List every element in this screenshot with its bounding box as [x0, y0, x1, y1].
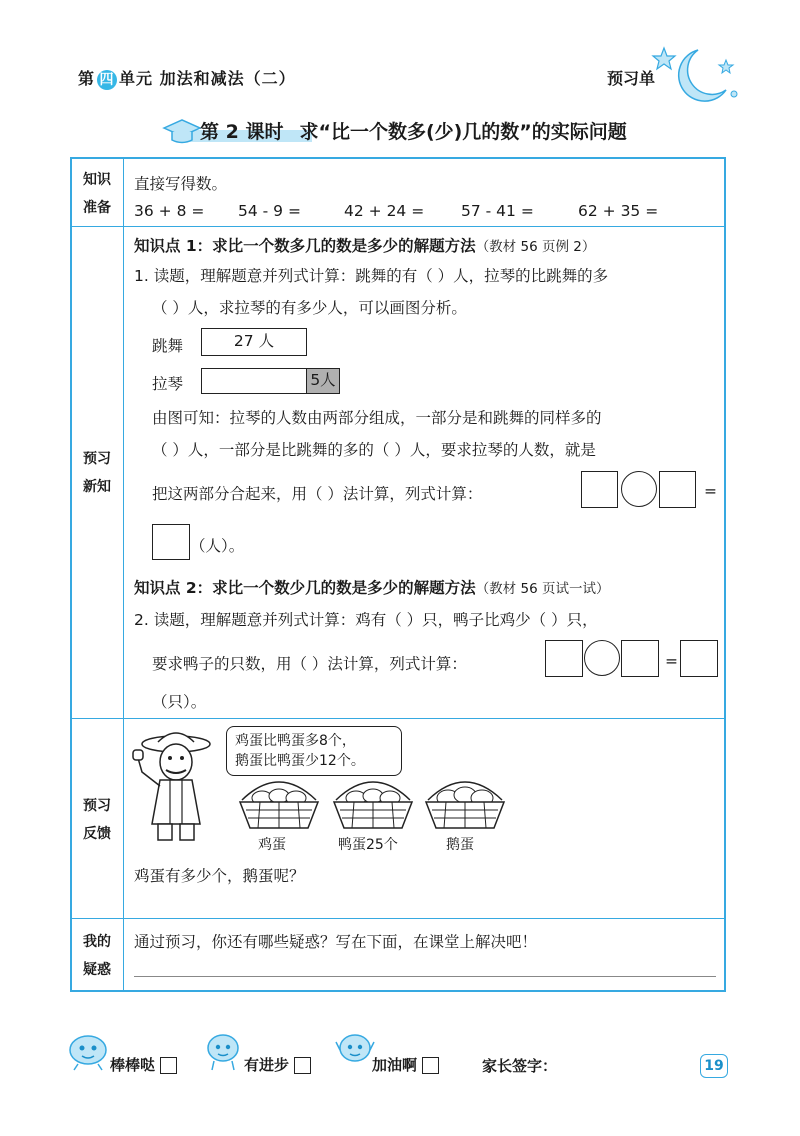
row-divider	[70, 718, 726, 719]
speech-bubble: 鸡蛋比鸭蛋多8个， 鹅蛋比鸭蛋少12个。	[226, 726, 402, 776]
unit-prefix: 第	[78, 69, 96, 88]
explanation-line1: 由图可知：拉琴的人数由两部分组成，一部分是和跳舞的同样多的	[152, 409, 602, 427]
math-problem: 57 - 41 =	[461, 202, 534, 220]
rating-great-checkbox[interactable]	[160, 1057, 177, 1074]
moon-stars-icon	[650, 42, 740, 106]
violin-bar-base	[201, 368, 307, 394]
writing-line[interactable]	[134, 976, 716, 977]
lesson-title	[200, 117, 627, 144]
answer-box[interactable]	[581, 471, 618, 508]
row-divider	[70, 918, 726, 919]
question-2-line2: 要求鸭子的只数，用（ ）法计算，列式计算：	[152, 655, 467, 673]
equals-sign: =	[665, 652, 678, 670]
unit-animals: （只）。	[152, 693, 207, 711]
explanation-line2: （ ）人，一部分是比跳舞的多的（ ）人，要求拉琴的人数，就是	[152, 441, 596, 459]
knowledge-point-1: 知识点 1：求比一个数多几的数是多少的解题方法（教材 56 页例 2）	[134, 237, 596, 255]
rating-keep-going-checkbox[interactable]	[422, 1057, 439, 1074]
basket-icon	[236, 774, 322, 832]
math-problem: 42 + 24 =	[344, 202, 425, 220]
lesson-number: 第 2 课时	[200, 121, 284, 143]
unit-name: 单元 加法和减法（二）	[119, 69, 296, 88]
parent-signature-label: 家长签字：	[482, 1057, 558, 1075]
operator-circle[interactable]	[621, 471, 657, 507]
answer-box[interactable]	[545, 640, 583, 677]
page-number: 19	[700, 1054, 728, 1078]
unit-people: （人）。	[190, 537, 245, 555]
basket-label-goose-eggs: 鹅蛋	[446, 837, 474, 853]
mascot-icon	[202, 1030, 244, 1072]
answer-box[interactable]	[152, 524, 190, 560]
basket-icon	[330, 774, 416, 832]
questions-prompt: 通过预习，你还有哪些疑惑？写在下面，在课堂上解决吧！	[134, 933, 538, 951]
operator-circle[interactable]	[584, 640, 620, 676]
rating-keep-going: 加油啊	[372, 1054, 439, 1075]
section1-instruction: 直接写得数。	[134, 175, 228, 193]
unit-number: 四	[97, 70, 117, 90]
question-1-line1: 1. 读题，理解题意并列式计算：跳舞的有（ ）人，拉琴的比跳舞的多	[134, 267, 609, 285]
mascot-icon	[64, 1030, 112, 1072]
section-label-preview-new: 预习 新知	[83, 451, 111, 495]
equals-sign: =	[704, 482, 717, 500]
graduation-cap-icon	[162, 114, 202, 146]
rating-progress: 有进步	[244, 1054, 311, 1075]
dance-bar: 27 人	[201, 328, 307, 356]
dance-label: 跳舞	[152, 337, 184, 355]
knowledge-point-2: 知识点 2：求比一个数少几的数是多少的解题方法（教材 56 页试一试）	[134, 579, 610, 597]
unit-title	[78, 66, 296, 90]
answer-box[interactable]	[659, 471, 696, 508]
label-column-divider	[123, 157, 124, 992]
rating-progress-checkbox[interactable]	[294, 1057, 311, 1074]
question-1-line2: （ ）人，求拉琴的有多少人，可以画图分析。	[152, 299, 467, 317]
section-label-questions: 我的 疑惑	[83, 934, 111, 978]
preview-sheet-label: 预习单	[607, 69, 656, 88]
section-label-feedback: 预习 反馈	[83, 798, 111, 842]
explanation-line3: 把这两部分合起来，用（ ）法计算，列式计算：	[152, 485, 483, 503]
section-label-knowledge-prep: 知识 准备	[83, 172, 111, 216]
lesson-subtitle: 求“比一个数多(少)几的数”的实际问题	[299, 121, 627, 143]
feedback-question: 鸡蛋有多少个，鹅蛋呢？	[134, 867, 305, 885]
mascot-icon	[334, 1030, 376, 1072]
basket-label-chicken-eggs: 鸡蛋	[258, 837, 286, 853]
farmer-illustration	[130, 724, 216, 842]
rating-great: 棒棒哒	[110, 1054, 177, 1075]
answer-box[interactable]	[680, 640, 718, 677]
row-divider	[70, 226, 726, 227]
basket-label-duck-eggs: 鸭蛋25个	[338, 837, 398, 853]
math-problem: 36 + 8 =	[134, 202, 205, 220]
violin-bar-extra: 5人	[306, 368, 340, 394]
math-problem: 62 + 35 =	[578, 202, 659, 220]
math-problem: 54 - 9 =	[238, 202, 301, 220]
violin-label: 拉琴	[152, 375, 184, 393]
question-2-line1: 2. 读题，理解题意并列式计算：鸡有（ ）只，鸭子比鸡少（ ）只，	[134, 611, 598, 629]
answer-box[interactable]	[621, 640, 659, 677]
basket-icon	[422, 774, 508, 832]
